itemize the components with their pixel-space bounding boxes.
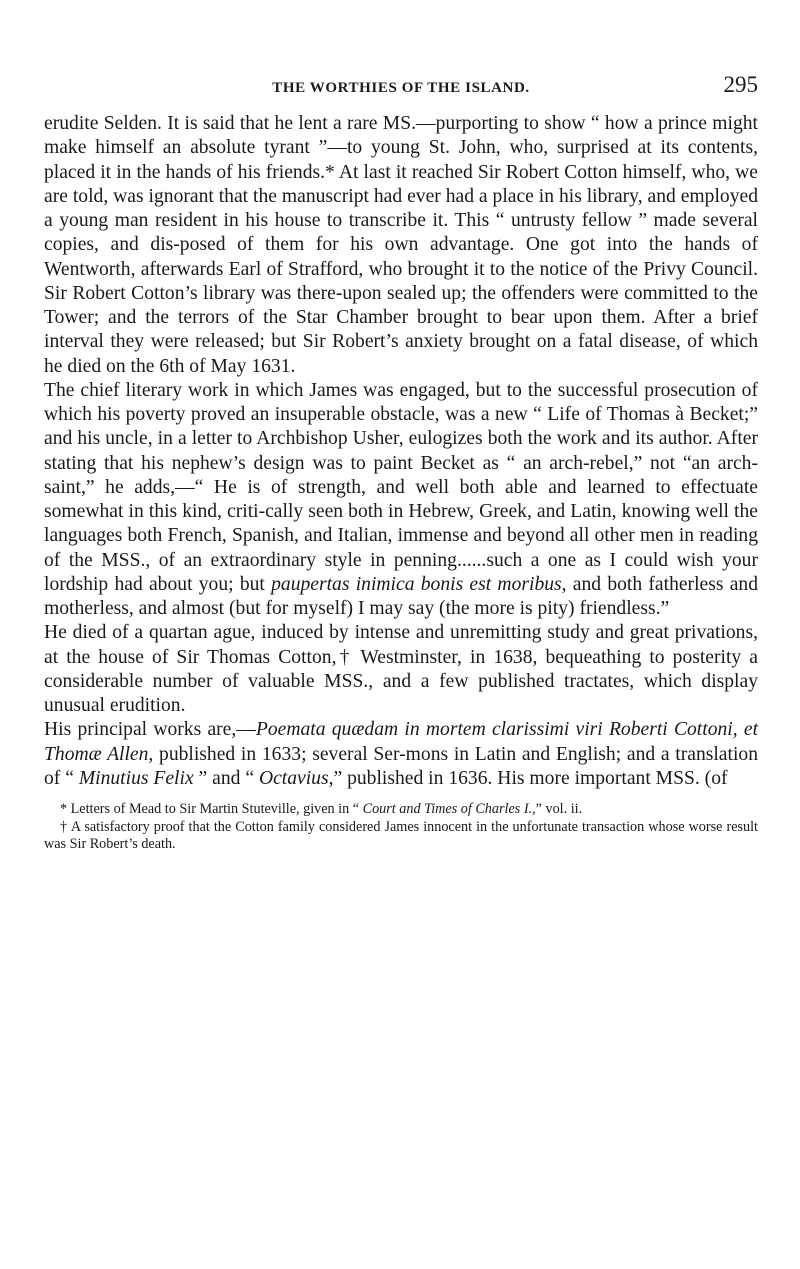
paragraph-4-text-a: His principal works are,— [44, 719, 256, 741]
paragraph-3: He died of a quartan ague, induced by intense and unremitting study and great privations, at the house of Sir Thomas Cotton,† Westminster, in 1638, bequeathing to posterity a considerable number of valuable MSS., and a few published tractates, which display unusual erudition. [44, 622, 758, 716]
footnote-1-title: Court and Times of Charles I. [362, 801, 533, 817]
work-title-minutius: Minutius Felix [78, 767, 194, 789]
paragraph-2 [44, 379, 758, 622]
paragraph-2-text-b: , and both fatherless and motherless, and almost (but for myself) I may say (the more is pity) friendless.” [44, 573, 759, 619]
running-title: THE WORTHIES OF THE ISLAND. [272, 80, 530, 96]
paragraph-1: erudite Selden. It is said that he lent a rare MS.—purporting to show “ how a prince might make himself an absolute tyrant ”—to young St. John, who, surprised at its contents, placed it in the hands of his friends.* At last it reached Sir Robert Cotton himself, who, we are told, was ignorant that the manuscript had ever had a place in his library, and employed a young man resident in his house to transcribe it. This “ untrusty fellow ” made several copies, and dis-posed of them for his own advantage. One got into the hands of Wentworth, afterwards Earl of Strafford, who brought it to the notice of the Privy Council. Sir Robert Cotton’s library was there-upon sealed up; the offenders were committed to the Tower; and the terrors of the Star Chamber brought to bear upon them. After a brief interval they were released; but Sir Robert’s anxiety brought on a fatal disease, of which he died on the 6th of May 1631. [44, 113, 758, 377]
paragraph-4 [44, 718, 758, 791]
footnote-1-text-b: ,” vol. ii. [532, 801, 583, 817]
book-page [44, 70, 758, 854]
footnote-2: † A satisfactory proof that the Cotton family considered James innocent in the unfortunate transaction whose worse result was Sir Robert’s death. [44, 818, 758, 852]
running-head [44, 70, 758, 102]
paragraph-4-text-c: ” and “ [193, 767, 259, 789]
paragraph-2-text-a: The chief literary work in which James was engaged, but to the successful prosecution of which his poverty proved an insuperable obstacle, was a new “ Life of Thomas à Becket;” and his uncle, in a letter to Archbishop Usher, eulogizes both the work and its author. After stating that his nephew’s design was to paint Becket as “ an arch-rebel,” not “an arch-saint,” he adds,—“ He is of strength, and well both able and learned to effectuate somewhat in this kind, criti-cally seen both in Hebrew, Greek, and Latin, knowing well the languages both French, Spanish, and Italian, immense and beyond all other men in reading of the MSS., of an extraordinary style in penning......such a one as I could wish your lordship had about you; but [44, 379, 758, 595]
work-title-poemata: Poemata quædam in mortem clarissimi viri Roberti Cottoni, et Thomæ Allen [44, 719, 759, 765]
latin-quote: paupertas inimica bonis est moribus [271, 573, 562, 595]
footnote-1-text-a: * Letters of Mead to Sir Martin Stuteville, given in “ [60, 801, 363, 817]
paragraph-4-text-d: ,” published in 1636. His more important MSS. (of [328, 767, 728, 789]
work-title-octavius: Octavius [258, 767, 329, 789]
paragraph-4-text-b: , published in 1633; several Ser-mons in Latin and English; and a translation of “ [44, 743, 758, 789]
footnote-1 [44, 801, 758, 819]
body-text [44, 112, 758, 791]
page-number: 295 [723, 72, 758, 97]
footnotes [44, 801, 758, 854]
